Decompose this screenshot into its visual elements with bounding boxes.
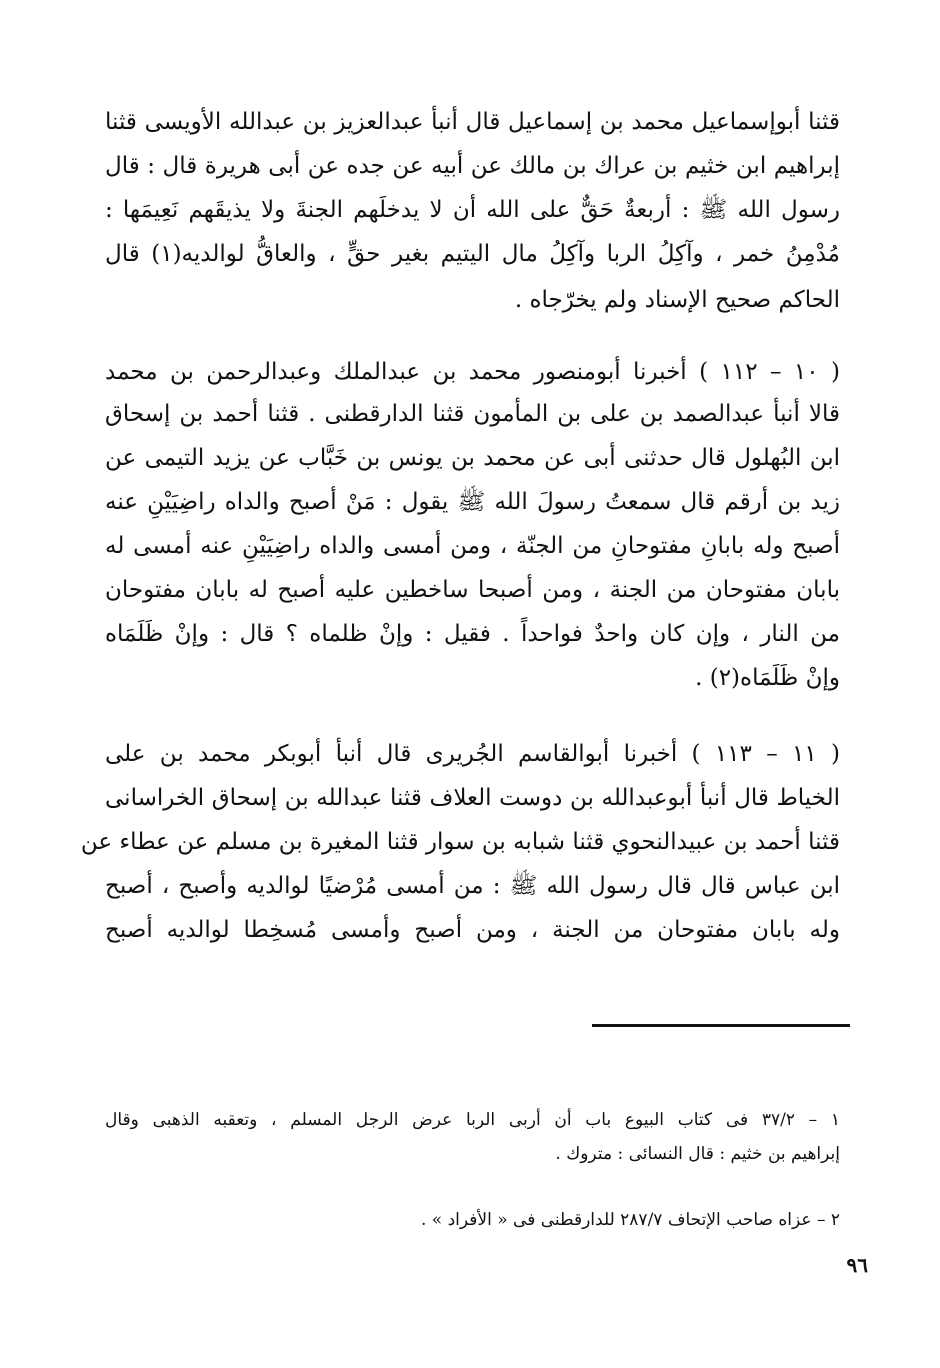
text-line: إبراهيم ابن خثيم بن عراك بن مالك عن أبيه عن جده عن أبى هريرة قال : قال [105,153,840,179]
text-line: قثنا أبوإسماعيل محمد بن إسماعيل قال أنبأ عبدالعزيز بن عبدالله الأويسى قثنا [105,109,840,135]
footnote-separator [592,1024,850,1027]
text-line: أصبح وله بابانِ مفتوحانِ من الجنّة ، ومن أمسى والداه راضِيَيْنِ عنه أمسى له [105,533,840,559]
text-line: مُدْمِنُ خمر ، وآكِلُ الربا وآكِلُ مال اليتيم بغير حقٍّ ، والعاقُّ لوالديه(١) قال [105,241,840,267]
text-line: بابان مفتوحان من الجنة ، ومن أصبحا ساخطين عليه أصبح له بابان مفتوحان [105,577,840,603]
text-line: زيد بن أرقم قال سمعتُ رسولَ الله ﷺ يقول : مَنْ أصبح والداه راضِيَيْنِ عنه [105,489,840,515]
text-line: رسول الله ﷺ : أربعةٌ حَقٌّ على الله أن لا يدخلَهم الجنةَ ولا يذيقَهم نَعِيمَها : [105,197,840,223]
text-line: قالا أنبأ عبدالصمد بن على بن المأمون قثنا الدارقطنى . قثنا أحمد بن إسحاق [105,401,840,427]
footnote-line: إبراهيم بن خثيم : قال النسائى : متروك . [555,1144,840,1164]
page-number: ٩٦ [846,1253,868,1277]
text-line: من النار ، وإن كان واحدٌ فواحداً . فقيل : وإنْ ظلماه ؟ قال : وإنْ ظَلَمَاه [105,621,840,647]
text-line: ابن البُهلول قال حدثنى أبى عن محمد بن يونس بن خَبَّاب عن يزيد التيمى عن [105,445,840,471]
text-line: ( ١٠ – ١١٢ ) أخبرنا أبومنصور محمد بن عبدالملك وعبدالرحمن بن محمد [105,359,840,385]
text-line: ( ١١ – ١١٣ ) أخبرنا أبوالقاسم الجُريرى قال أنبأ أبوبكر محمد بن على [105,741,840,767]
text-line: الخياط قال أنبأ أبوعبدالله بن دوست العلاف قثنا عبدالله بن إسحاق الخراسانى [105,785,840,811]
text-line: ابن عباس قال قال رسول الله ﷺ : من أمسى مُرْضيًا لوالديه وأصبح ، أصبح [105,873,840,899]
footnote-line: ١ – ٣٧/٢ فى كتاب البيوع باب أن أربى الربا عرض الرجل المسلم ، وتعقبه الذهبى وقال [105,1110,841,1130]
text-line: الحاكم صحيح الإسناد ولم يخرّجاه . [514,287,840,313]
text-line: وإنْ ظَلَمَاه(٢) . [695,665,840,691]
footnote-line: ٢ – عزاه صاحب الإتحاف ٢٨٧/٧ للدارقطنى فى « الأفراد » . [420,1210,840,1230]
text-line: وله بابان مفتوحان من الجنة ، ومن أصبح وأمسى مُسخِطا لوالديه أصبح [105,917,840,943]
text-line: قثنا أحمد بن عبيدالنحوي قثنا شبابه بن سوار قثنا المغيرة بن مسلم عن عطاء عن [80,829,840,855]
